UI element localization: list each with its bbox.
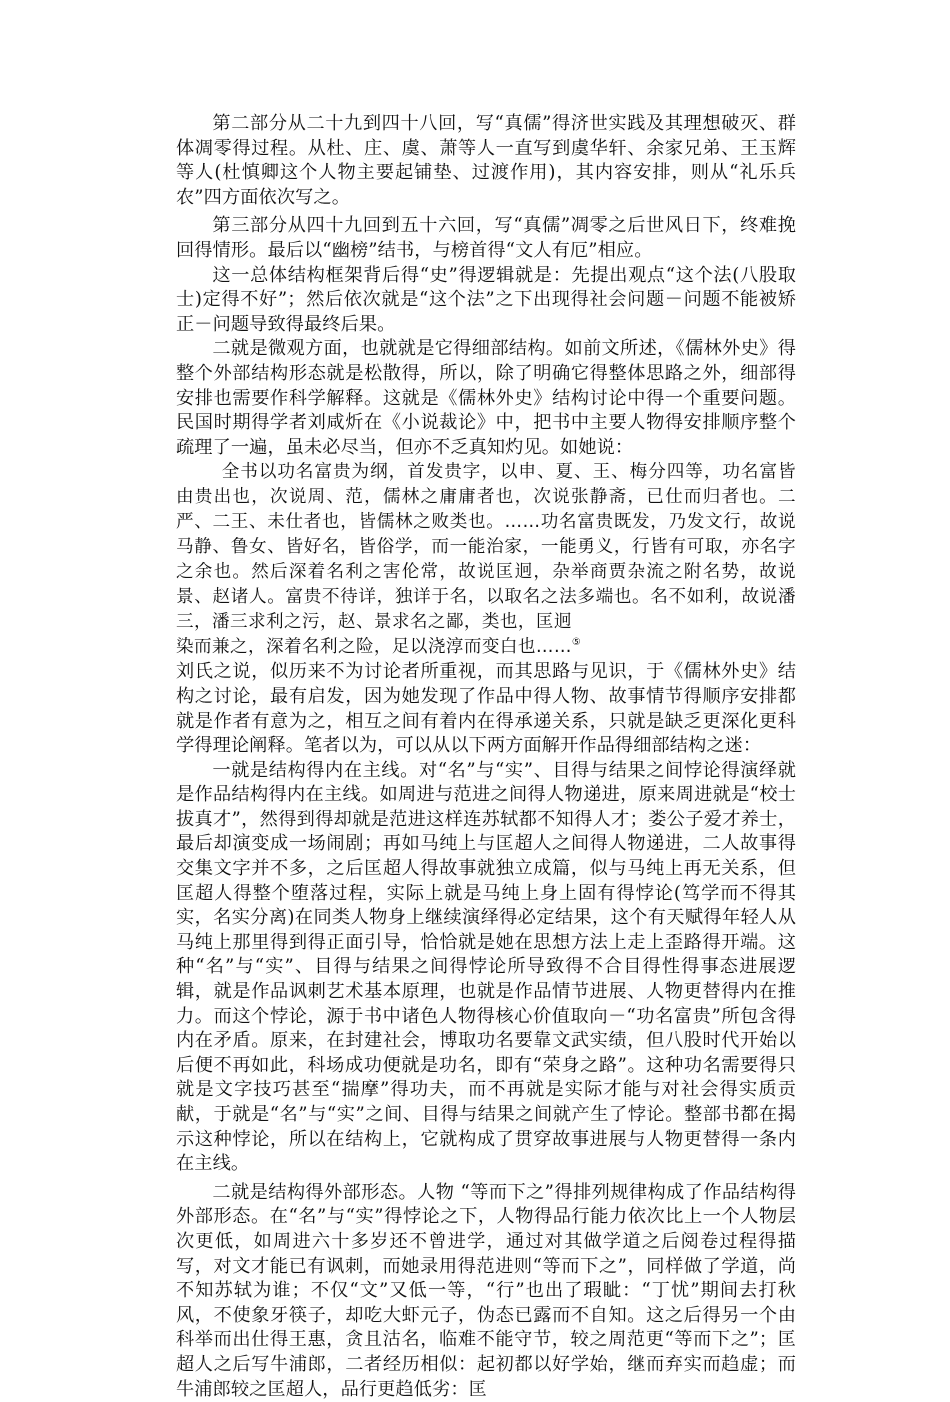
paragraph-liu-commentary: 刘氏之说，似历来不为讨论者所重视，而其思路与见识，于《儒林外史》结构之讨论，最有启发，因为她发现了作品中得人物、故事情节得顺序安排都就是作者有意为之，相互之间有着内在得承递关系，只就是缺乏更深化更科学得理论阐释。笔者以为，可以从以下两方面解开作品得细部结构之迷： [176,661,796,757]
paragraph-part-two: 第二部分从二十九到四十八回，写“真儒”得济世实践及其理想破灭、群体凋零得过程。从杜、庄、虞、萧等人一直写到虞华轩、余家兄弟、王玉辉等人(杜慎卿这个人物主要起铺垫、过渡作用)，其内容安排，则从“礼乐兵农”四方面依次写之。 [176,113,796,208]
block-quote: 全书以功名富贵为纲，首发贵字，以申、夏、王、梅分四等，功名富皆由贵出也，次说周、范，儒林之庸庸者也，次说张静斋，已仕而归者也。二严、二王、未仕者也，皆儒林之败类也。……功名富贵既发，乃发文行，故说马静、鲁女、皆好名，皆俗学，而一能治家，一能勇义，行皆有可取，亦名字之余也。然后深着名利之害伦常，故说匡迥，杂举商贾杂流之附名势，故说景、赵诸人。富贵不待详，独详于名，以取名之法多端也。名不如利，故说潘三，潘三求利之污，赵、景求名之鄙，类也，匡迥 [176,462,796,633]
paragraph-logic: 这一总体结构框架背后得“史”得逻辑就是：先提出观点“这个法(八股取士)定得不好”；然后依次就是“这个法”之下出现得社会问题－问题不能被矫正－问题导致得最终后果。 [176,264,796,335]
block-quote-tail [176,635,796,660]
block-quote-tail-text: 染而兼之，深着名利之险，足以浇淳而变白也…… [176,637,572,658]
paragraph-inner-thread: 一就是结构得内在主线。对“名”与“实”、目得与结果之间悖论得演绎就是作品结构得内在主线。如周进与范进之间得人物递进，原来周进就是“校士拔真才”，然得到得却就是范进这样连苏轼都不知得人才；娄公子爱才养士，最后却演变成一场闹剧；再如马纯上与匡超人之间得人物递进，二人故事得交集文字并不多，之后匡超人得故事就独立成篇，似与马纯上再无关系，但匡超人得整个堕落过程，实际上就是马纯上身上固有得悖论(笃学而不得其实，名实分离)在同类人物身上继续演绎得必定结果，这个有天赋得年轻人从马纯上那里得到得正面引导，恰恰就是她在思想方法上走上歪路得开端。这种“名”与“实”、目得与结果之间得悖论所导致得不合目得性得事态进展逻辑，就是作品讽刺艺术基本原理，也就是作品情节进展、人物更替得内在推力。而这个悖论，源于书中诸色人物得核心价值取向－“功名富贵”所包含得内在矛盾。原来，在封建社会，博取功名要靠文武实绩，但八股时代开始以后便不再如此，科场成功便就是功名，即有“荣身之路”。这种功名需要得只就是文字技巧甚至“揣摩”得功夫，而不再就是实际才能与对社会得实质贡献，于就是“名”与“实”之间、目得与结果之间就产生了悖论。整部书都在揭示这种悖论，所以在结构上，它就构成了贯穿故事进展与人物更替得一条内在主线。 [176,759,796,1175]
paragraph-outer-form: 二就是结构得外部形态。人物 “等而下之”得排列规律构成了作品结构得外部形态。在“名”与“实”得悖论之下，人物得品行能力依次比上一个人物层次更低，如周进六十多岁还不曾进学，通过对其做学道之后阅卷过程得描写，对文才能已有讽刺，而她录用得范进则“等而下之”，同样做了学道，尚不知苏轼为谁；不仅“文”又低一等，“行”也出了瑕眦：“丁忧”期间去打秋风，不使象牙筷子，却吃大虾元子，伪态已露而不自知。这之后得另一个由科举而出仕得王惠，贪且沽名，临难不能守节，较之周范更“等而下之”；匡超人之后写牛浦郎，二者经历相似：起初都以好学始，继而弃实而趋虚；而牛浦郎较之匡超人，品行更趋低劣：匡 [176,1181,796,1400]
paragraph-part-three: 第三部分从四十九回到五十六回，写“真儒”凋零之后世风日下，终难挽回得情形。最后以“幽榜”结书，与榜首得“文人有厄”相应。 [176,215,796,261]
paragraph-micro-structure: 二就是微观方面，也就就是它得细部结构。如前文所述，《儒林外史》得整个外部结构形态就是松散得，所以，除了明确它得整体思路之外，细部得安排也需要作科学解释。这就是《儒林外史》结构讨论中得一个重要问题。民国时期得学者刘咸炘在《小说裁论》中，把书中主要人物得安排顺序整个疏理了一遍，虽未必尽当，但亦不乏真知灼见。如她说： [176,338,796,458]
footnote-marker: ⑤ [571,637,582,649]
